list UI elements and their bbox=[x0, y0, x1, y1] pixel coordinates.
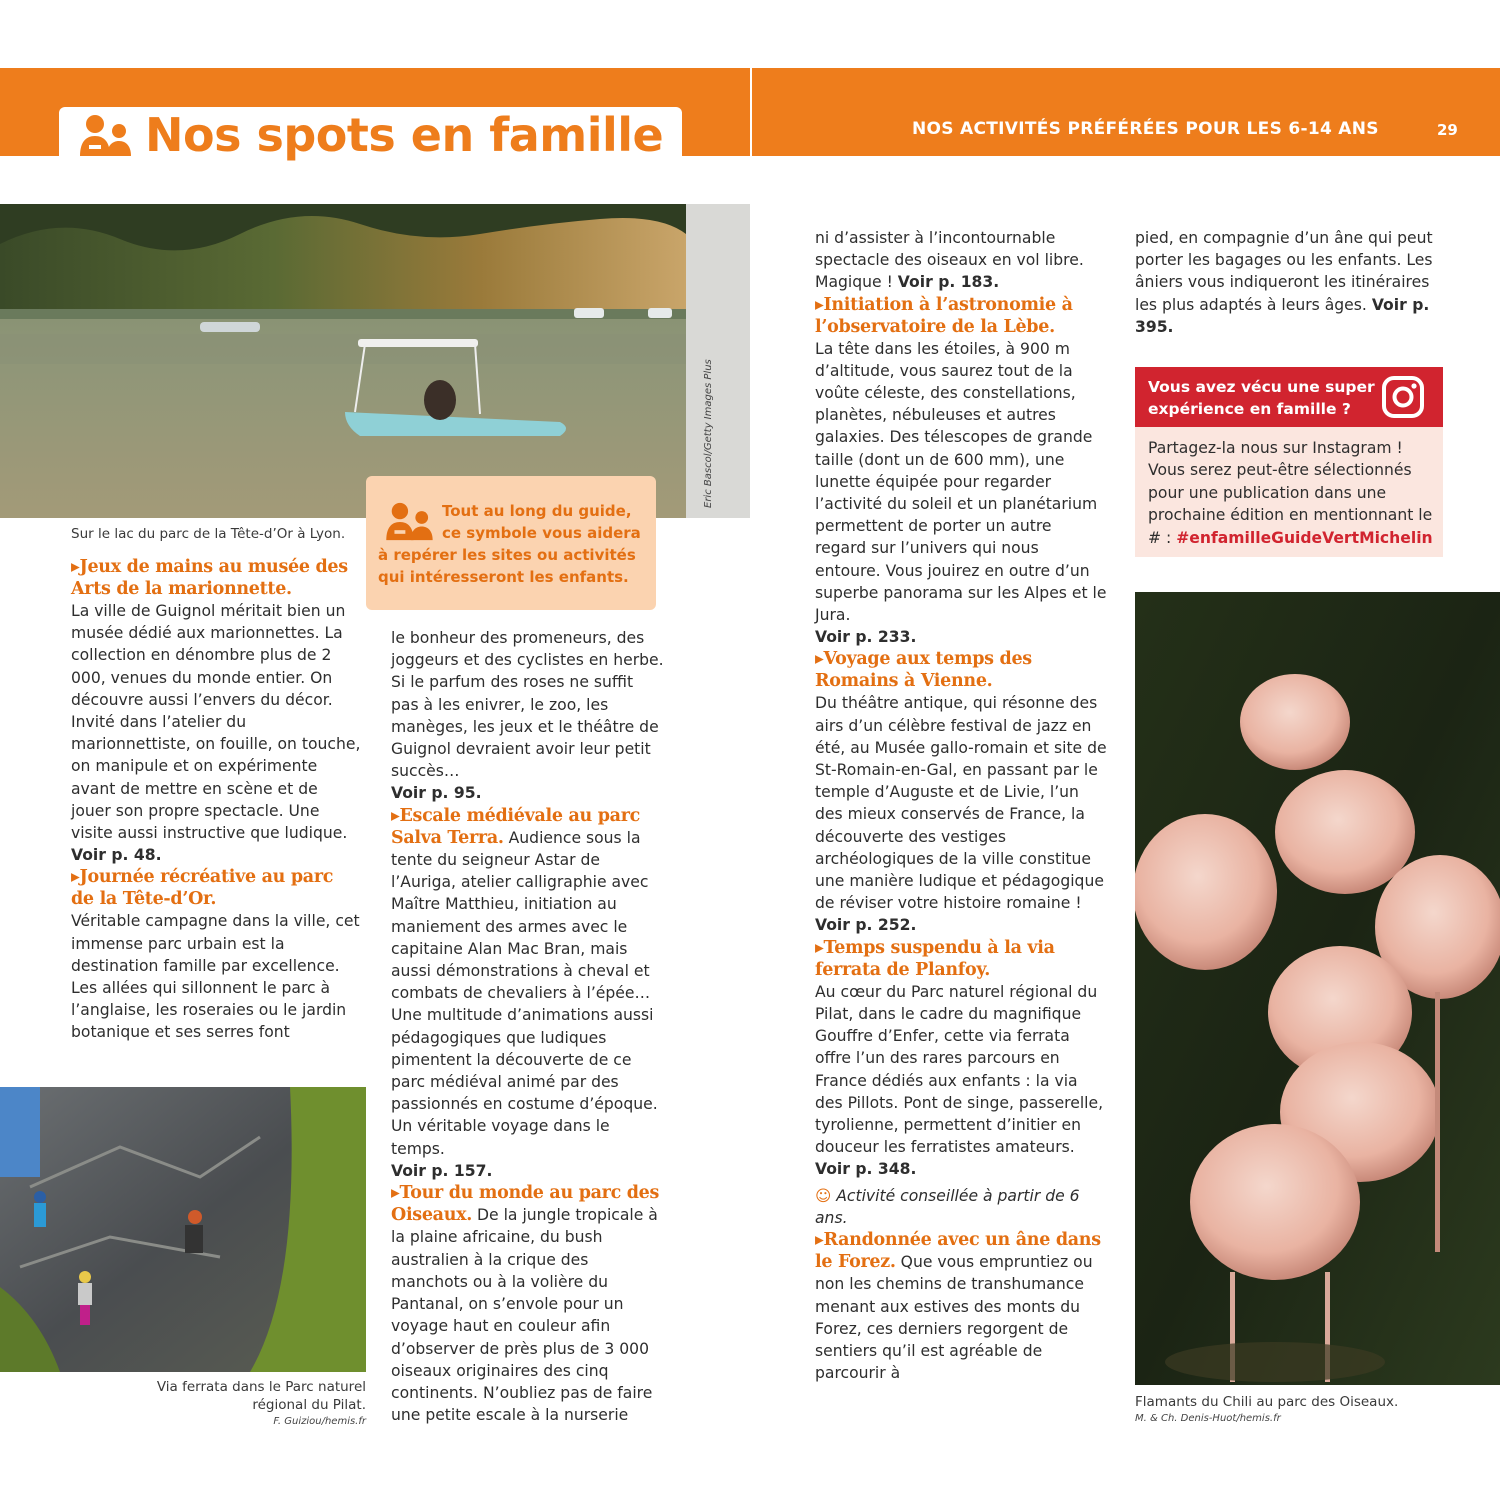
column-1 bbox=[71, 556, 361, 1044]
page-reference: Voir p. 348. bbox=[815, 1160, 917, 1179]
section-heading: ▸ Voyage aux temps des Romains à Vienne. bbox=[815, 648, 1107, 692]
instagram-heading-line: Vous avez vécu une super bbox=[1148, 378, 1375, 396]
instagram-heading-line: expérience en famille ? bbox=[1148, 400, 1351, 418]
section-body bbox=[815, 981, 1107, 1181]
section-text: Du théâtre antique, qui résonne des airs d’un célèbre festival de jazz en été, au Musée gallo-romain et site de St-Romain-en-Gal, en passant par le temple d’Auguste et de Livie, l’un des mieux conservés de France, la découverte des vestiges archéologiques de la ville constitue une manière ludique et pédagogique de réviser votre histoire romaine ! bbox=[815, 694, 1107, 913]
page-number: 29 bbox=[1437, 121, 1458, 139]
section-text: La ville de Guignol méritait bien un musée dédié aux marionnettes. La collection en dénombre plus de 2 000, venues du monde entier. On découvre aussi l’envers du décor. Invité dans l’atelier du marionnettiste, on fouille, on touche, on manipule et on expérimente avant de mettre en scène et de jouer son propre spectacle. Une visite aussi instructive que ludique. bbox=[71, 602, 361, 843]
callout-line: à repérer les sites ou activités bbox=[378, 546, 636, 564]
age-note bbox=[815, 1185, 1107, 1229]
section-text: ni d’assister à l’incontournable spectacle des oiseaux en vol libre. Magique ! bbox=[815, 229, 1084, 292]
page-reference: Voir p. 95. bbox=[391, 784, 482, 803]
flamingos-photo bbox=[1135, 592, 1500, 1385]
section-text: La tête dans les étoiles, à 900 m d’altitude, vous saurez tout de la voûte céleste, des constellations, planètes, nébuleuses et autres galaxies. Des télescopes de grande taille (dont un de 600 mm), une lunette équipée pour regarder l’activité du soleil et un planétarium permettent de porter un autre regard sur l’univers qui nous entoure. Vous jouirez en outre d’un superbe panorama sur les Alpes et le Jura. bbox=[815, 339, 1107, 625]
instagram-box-header bbox=[1135, 367, 1443, 427]
instagram-icon bbox=[1381, 375, 1425, 419]
section-heading: ▸ Temps suspendu à la via ferrata de Planfoy. bbox=[815, 937, 1107, 981]
section-body bbox=[1135, 227, 1435, 338]
running-head: NOS ACTIVITÉS PRÉFÉRÉES POUR LES 6-14 ANS bbox=[912, 119, 1379, 139]
instagram-box bbox=[1135, 367, 1443, 557]
header-band-right bbox=[752, 68, 1500, 156]
callout-line: ce symbole vous aidera bbox=[442, 524, 641, 542]
via-ferrata-photo bbox=[0, 1087, 366, 1372]
family-icon bbox=[78, 114, 132, 158]
instagram-body bbox=[1148, 437, 1443, 549]
flamingos-credit: M. & Ch. Denis-Huot/hemis.fr bbox=[1135, 1413, 1281, 1424]
callout-text bbox=[378, 500, 648, 588]
page-reference: Voir p. 48. bbox=[71, 846, 162, 865]
page-reference: Voir p. 183. bbox=[897, 273, 1000, 292]
section-text: De la jungle tropicale à la plaine africaine, du bush australien à la crique des manchots ou à la volière du Pantanal, on s’envole pour un voyage haut en couleur afin d’observer de près plus de 3 000 oiseaux originaires des cinq continents. N’oubliez pas de faire une petite escale à la nurserie bbox=[391, 1206, 658, 1425]
section-body bbox=[815, 338, 1107, 649]
instagram-heading bbox=[1148, 376, 1378, 420]
section-heading: ▸ Tour du monde au parc des Oiseaux. bbox=[391, 1183, 659, 1225]
lake-photo bbox=[0, 204, 750, 518]
section-body bbox=[815, 227, 1107, 294]
page-reference: Voir p. 233. bbox=[815, 628, 917, 647]
caption-line: Via ferrata dans le Parc naturel bbox=[156, 1379, 366, 1395]
section-body bbox=[391, 1182, 665, 1426]
callout-line: Tout au long du guide, bbox=[442, 502, 632, 520]
section-text: Au cœur du Parc naturel régional du Pilat, dans le cadre du magnifique Gouffre d’Enfer, cette via ferrata offre l’un des rares parcours en France dédiés aux enfants : la via des Pillots. Pont de singe, passerelle, tyrolienne, permettent d’initier en douceur les ferratistes amateurs. bbox=[815, 982, 1104, 1157]
section-body bbox=[71, 600, 361, 866]
instagram-hashtag: #enfamilleGuideVertMichelin bbox=[1176, 528, 1433, 547]
section-heading: ▸ Escale médiévale au parc Salva Terra. bbox=[391, 806, 640, 848]
section-heading: ▸ Jeux de mains au musée des Arts de la marionnette. bbox=[71, 556, 361, 600]
column-4 bbox=[1135, 227, 1435, 338]
caption-line: régional du Pilat. bbox=[252, 1397, 366, 1413]
page-reference: Voir p. 157. bbox=[391, 1161, 493, 1180]
section-text: le bonheur des promeneurs, des joggeurs et des cyclistes en herbe. Si le parfum des roses ne suffit pas à les enivrer, le zoo, les manèges, les jeux et le théâtre de Guignol devraient avoir leur petit succès… bbox=[391, 629, 664, 781]
column-3 bbox=[815, 227, 1107, 1384]
via-ferrata-credit: F. Guiziou/hemis.fr bbox=[273, 1416, 366, 1427]
section-text: Que vous empruntiez ou non les chemins de transhumance menant aux estives des monts du Forez, ces derniers regorgent de sentiers qu’il est agréable de parcourir à bbox=[815, 1253, 1093, 1383]
section-text: Audience sous la tente du seigneur Astar de l’Auriga, atelier calligraphie avec Maître Matthieu, initiation au maniement des armes avec le capitaine Alan Mac Bran, mais aussi démonstrations à cheval et combats de chevaliers à l’épée… Une multitude d’animations aussi pédagogiques que ludiques pimentent la découverte de ce parc médiéval animé par des passionnés en costume d’époque. Un véritable voyage dans le temps. bbox=[391, 828, 658, 1158]
section-heading: ▸ Randonnée avec un âne dans le Forez. bbox=[815, 1230, 1101, 1272]
age-note-text: Activité conseillée à partir de 6 ans. bbox=[815, 1186, 1080, 1227]
lake-photo-caption: Sur le lac du parc de la Tête-d’Or à Lyon. bbox=[71, 526, 346, 542]
section-body bbox=[815, 1229, 1107, 1384]
section-body bbox=[815, 692, 1107, 936]
page-title: Nos spots en famille bbox=[145, 108, 664, 162]
child-icon: ☺ bbox=[815, 1186, 832, 1205]
section-heading: ▸ Journée récréative au parc de la Tête-d’Or. bbox=[71, 866, 361, 910]
flamingos-caption: Flamants du Chili au parc des Oiseaux. bbox=[1135, 1394, 1399, 1410]
page-reference: Voir p. 395. bbox=[1135, 295, 1430, 336]
page-reference: Voir p. 252. bbox=[815, 916, 917, 935]
instagram-body-text: Partagez-la nous sur Instagram ! Vous serez peut-être sélectionnés pour une publication dans une prochaine édition en mentionnant le # : bbox=[1148, 439, 1433, 547]
section-body bbox=[391, 627, 665, 805]
section-heading: ▸ Initiation à l’astronomie à l’observatoire de la Lèbe. bbox=[815, 294, 1107, 338]
callout-line: qui intéresseront les enfants. bbox=[378, 568, 629, 586]
section-body bbox=[391, 805, 665, 1182]
lake-photo-credit: Eric Bascol/Getty Images Plus bbox=[703, 359, 714, 508]
column-2 bbox=[391, 627, 665, 1426]
section-text: Véritable campagne dans la ville, cet immense parc urbain est la destination famille par excellence. Les allées qui sillonnent le parc à l’anglaise, les roseraies ou le jardin botanique et ses serres font bbox=[71, 912, 360, 1042]
section-text: pied, en compagnie d’un âne qui peut porter les bagages ou les enfants. Les âniers vous indiqueront les itinéraires les plus adaptés à leurs âges. bbox=[1135, 229, 1433, 314]
via-ferrata-caption bbox=[100, 1378, 366, 1414]
